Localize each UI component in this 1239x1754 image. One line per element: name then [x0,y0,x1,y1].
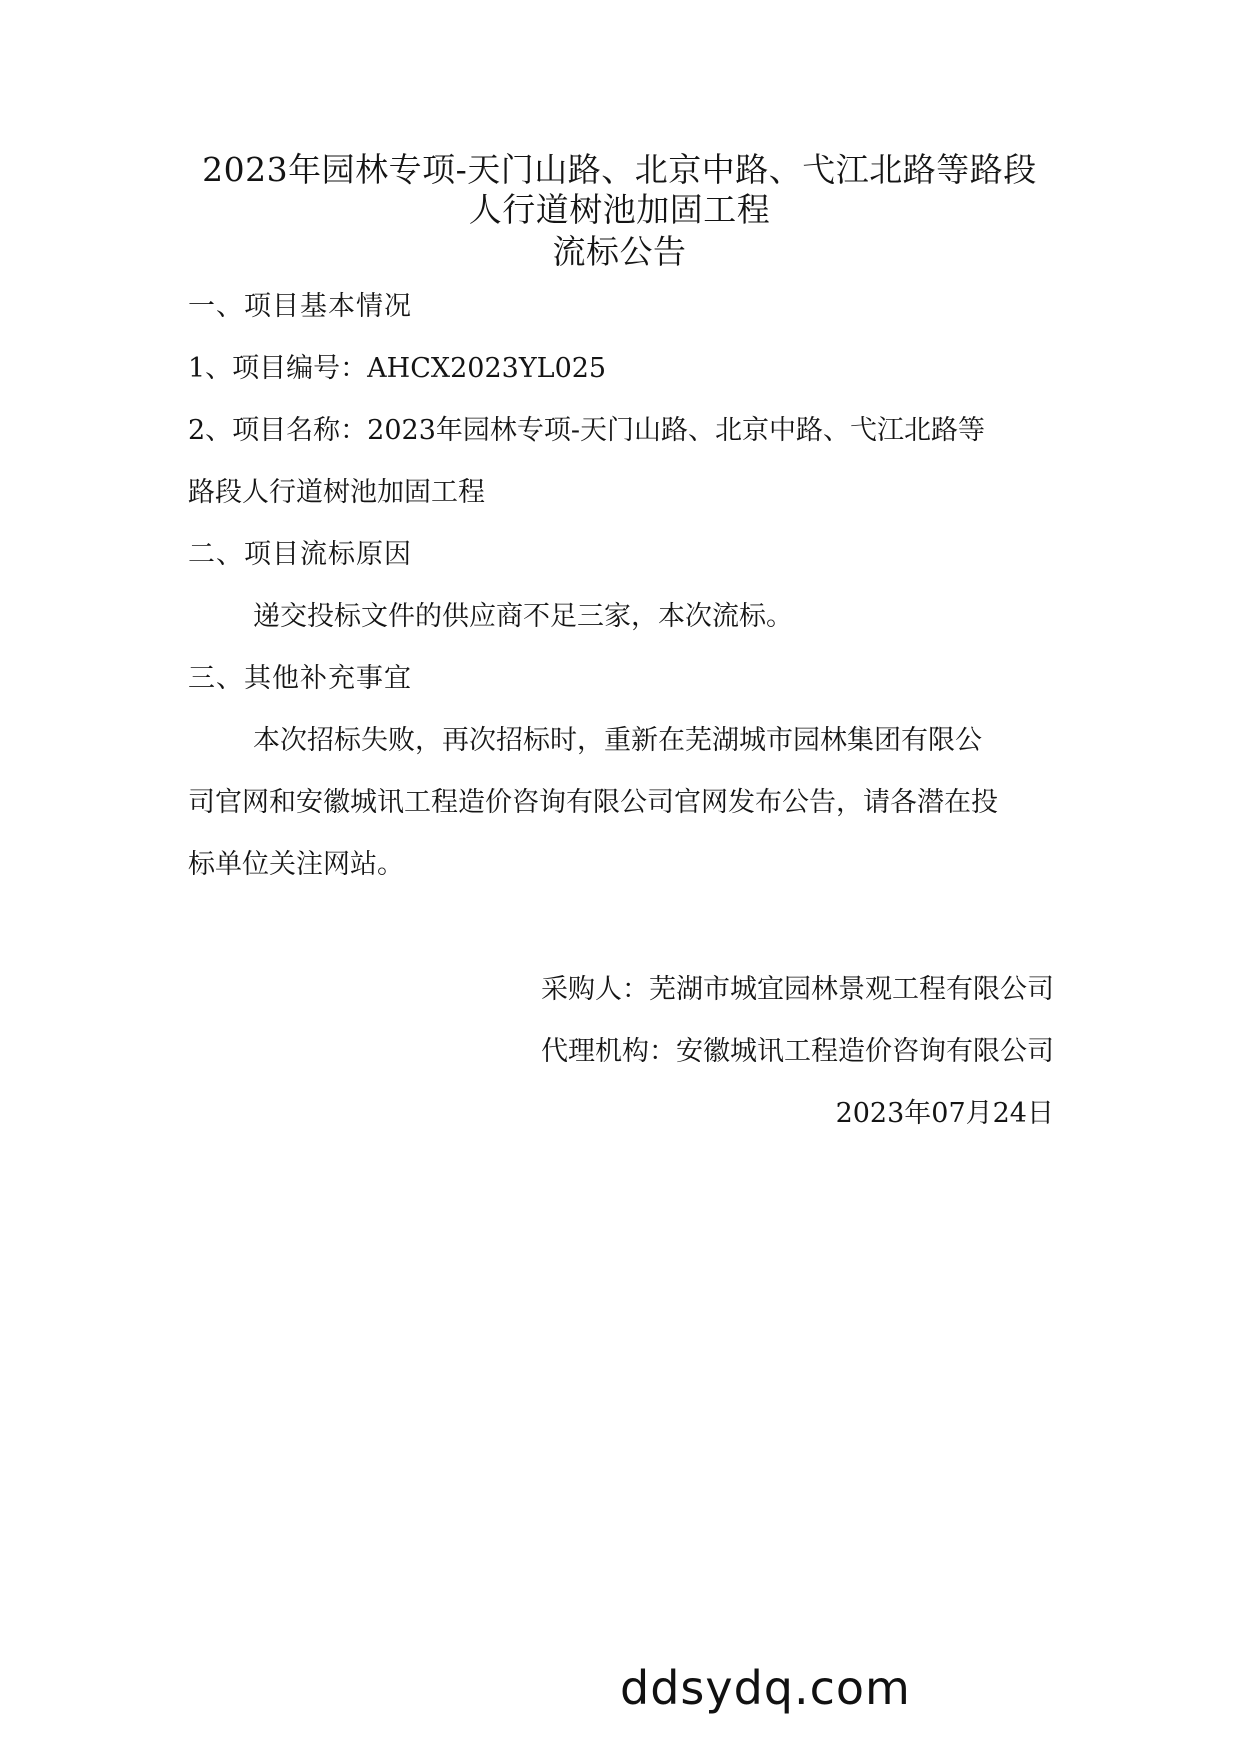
supplement-line-3: 标单位关注网站。 [188,849,404,880]
agency: 代理机构：安徽城讯工程造价咨询有限公司 [541,1036,1054,1067]
title-line-3: 流标公告 [552,232,687,271]
project-name-line-2: 路段人行道树池加固工程 [188,477,485,508]
announcement-date: 2023年07月24日 [835,1098,1054,1129]
project-number: 1、项目编号：AHCX2023YL025 [188,353,607,384]
failure-reason: 递交投标文件的供应商不足三家，本次流标。 [253,601,793,632]
purchaser: 采购人：芜湖市城宜园林景观工程有限公司 [541,974,1054,1005]
section-2-heading: 二、项目流标原因 [188,539,412,570]
supplement-line-2: 司官网和安徽城讯工程造价咨询有限公司官网发布公告，请各潜在投 [188,787,998,818]
title-line-2: 人行道树池加固工程 [468,190,771,229]
title-line-1: 2023年园林专项-天门山路、北京中路、弋江北路等路段 [202,150,1037,189]
supplement-line-1: 本次招标失败，再次招标时，重新在芜湖城市园林集团有限公 [253,725,982,756]
section-1-heading: 一、项目基本情况 [188,291,412,322]
section-3-heading: 三、其他补充事宜 [188,663,412,694]
project-name-line-1: 2、项目名称：2023年园林专项-天门山路、北京中路、弋江北路等 [188,415,986,446]
watermark-text: ddsydq.com [620,1661,911,1715]
